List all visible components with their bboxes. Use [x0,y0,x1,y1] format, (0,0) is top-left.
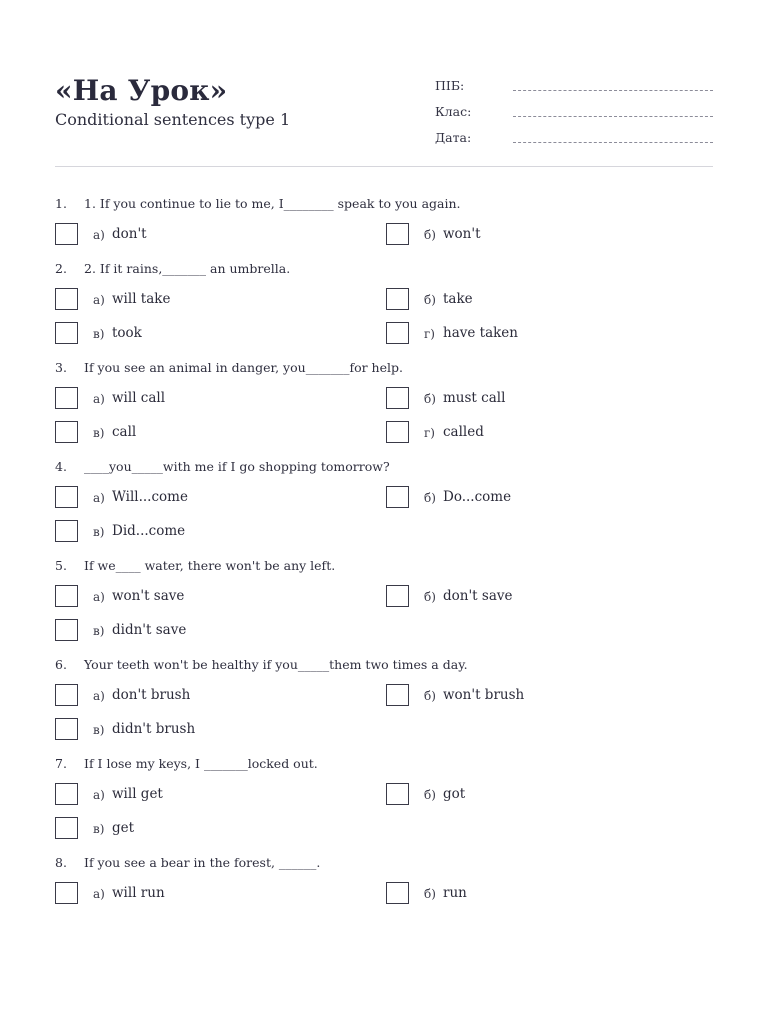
question-text: 2. If it rains,_______ an umbrella. [84,261,291,276]
field-name-label: ПІБ: [435,78,465,93]
question-header [55,657,715,675]
option-text: will run [112,885,165,901]
question-header [55,855,715,873]
field-class [435,104,715,130]
question-header [55,756,715,774]
question-text: ____you_____with me if I go shopping tomorrow? [84,459,390,474]
answer-option[interactable] [55,783,386,807]
option-letter: а) [93,788,105,802]
question-8 [55,855,715,906]
question-text: 1. If you continue to lie to me, I________ speak to you again. [84,196,461,211]
answer-option[interactable] [386,387,715,411]
option-letter: а) [93,491,105,505]
option-letter: в) [93,822,105,836]
question-header [55,196,715,214]
answer-checkbox[interactable] [55,288,78,310]
option-letter: а) [93,887,105,901]
field-name [435,78,715,104]
question-header [55,261,715,279]
answer-option[interactable] [386,223,715,247]
answer-option[interactable] [55,585,386,609]
option-text: don't save [443,588,513,604]
field-class-label: Клас: [435,104,472,119]
answer-checkbox[interactable] [55,882,78,904]
option-letter: в) [93,624,105,638]
answer-checkbox[interactable] [386,882,409,904]
answer-checkbox[interactable] [386,322,409,344]
option-text: have taken [443,325,518,341]
option-text: won't [443,226,481,242]
answer-options [55,223,715,247]
option-text: didn't brush [112,721,196,737]
answer-options [55,486,715,544]
question-header [55,459,715,477]
option-text: don't [112,226,147,242]
option-text: called [443,424,484,440]
answer-option[interactable] [386,585,715,609]
option-letter: б) [424,788,436,802]
question-number: 5. [55,558,67,573]
option-text: Will...come [112,489,188,505]
answer-checkbox[interactable] [386,585,409,607]
question-number: 1. [55,196,67,211]
option-letter: б) [424,392,436,406]
option-letter: б) [424,228,436,242]
answer-option[interactable] [55,882,386,906]
answer-checkbox[interactable] [55,421,78,443]
header-divider [55,166,713,167]
option-text: won't save [112,588,185,604]
answer-checkbox[interactable] [55,619,78,641]
question-1 [55,196,715,247]
answer-checkbox[interactable] [386,387,409,409]
option-text: must call [443,390,506,406]
option-letter: а) [93,293,105,307]
option-letter: г) [424,426,435,440]
answer-option[interactable] [55,684,386,708]
option-text: took [112,325,142,341]
question-2 [55,261,715,346]
answer-checkbox[interactable] [55,486,78,508]
answer-checkbox[interactable] [55,387,78,409]
answer-option[interactable] [386,783,715,807]
question-list [55,196,715,920]
option-text: take [443,291,473,307]
option-text: will get [112,786,163,802]
answer-options [55,684,715,742]
answer-option[interactable] [386,486,715,510]
field-date-line[interactable] [513,142,713,143]
option-text: will call [112,390,166,406]
field-class-line[interactable] [513,116,713,117]
option-letter: б) [424,590,436,604]
answer-checkbox[interactable] [55,322,78,344]
worksheet-subtitle: Conditional sentences type 1 [55,110,291,129]
option-letter: в) [93,525,105,539]
question-3 [55,360,715,445]
answer-checkbox[interactable] [55,585,78,607]
answer-checkbox[interactable] [55,718,78,740]
answer-checkbox[interactable] [386,421,409,443]
brand-title: «На Урок» [55,74,228,107]
question-7 [55,756,715,841]
answer-checkbox[interactable] [55,520,78,542]
option-letter: б) [424,491,436,505]
question-number: 2. [55,261,67,276]
question-number: 4. [55,459,67,474]
question-number: 6. [55,657,67,672]
option-text: Did...come [112,523,186,539]
answer-option[interactable] [55,387,386,411]
answer-option[interactable] [55,619,386,643]
option-text: will take [112,291,171,307]
field-date [435,130,715,156]
option-text: run [443,885,467,901]
answer-option[interactable] [386,882,715,906]
answer-options [55,387,715,445]
option-letter: в) [93,426,105,440]
answer-options [55,585,715,643]
student-info-fields [435,78,715,156]
question-text: Your teeth won't be healthy if you_____them two times a day. [84,657,468,672]
option-text: got [443,786,466,802]
option-letter: б) [424,887,436,901]
answer-option[interactable] [386,421,715,445]
answer-option[interactable] [55,223,386,247]
option-text: get [112,820,135,836]
answer-options [55,783,715,841]
answer-option[interactable] [55,718,386,742]
question-number: 7. [55,756,67,771]
question-text: If you see an animal in danger, you_______for help. [84,360,403,375]
answer-option[interactable] [386,684,715,708]
option-text: call [112,424,137,440]
question-text: If I lose my keys, I _______locked out. [84,756,318,771]
answer-option[interactable] [55,322,386,346]
answer-checkbox[interactable] [55,223,78,245]
answer-option[interactable] [55,421,386,445]
answer-option[interactable] [55,817,386,841]
field-name-line[interactable] [513,90,713,91]
answer-checkbox[interactable] [55,684,78,706]
option-text: Do...come [443,489,512,505]
answer-checkbox[interactable] [386,486,409,508]
option-letter: в) [93,327,105,341]
question-text: If we____ water, there won't be any left. [84,558,336,573]
answer-option[interactable] [55,486,386,510]
question-4 [55,459,715,544]
answer-checkbox[interactable] [55,817,78,839]
question-number: 8. [55,855,67,870]
answer-checkbox[interactable] [386,288,409,310]
option-letter: а) [93,689,105,703]
answer-checkbox[interactable] [386,223,409,245]
answer-option[interactable] [386,288,715,312]
answer-options [55,882,715,906]
option-letter: б) [424,293,436,307]
option-text: didn't save [112,622,187,638]
answer-options [55,288,715,346]
question-number: 3. [55,360,67,375]
option-text: don't brush [112,687,191,703]
answer-option[interactable] [55,288,386,312]
question-text: If you see a bear in the forest, ______. [84,855,321,870]
question-5 [55,558,715,643]
option-letter: б) [424,689,436,703]
question-header [55,360,715,378]
option-letter: а) [93,228,105,242]
option-letter: а) [93,590,105,604]
answer-checkbox[interactable] [386,684,409,706]
option-letter: в) [93,723,105,737]
answer-option[interactable] [55,520,386,544]
answer-checkbox[interactable] [386,783,409,805]
question-6 [55,657,715,742]
option-text: won't brush [443,687,525,703]
option-letter: а) [93,392,105,406]
answer-option[interactable] [386,322,715,346]
answer-checkbox[interactable] [55,783,78,805]
question-header [55,558,715,576]
field-date-label: Дата: [435,130,472,145]
option-letter: г) [424,327,435,341]
